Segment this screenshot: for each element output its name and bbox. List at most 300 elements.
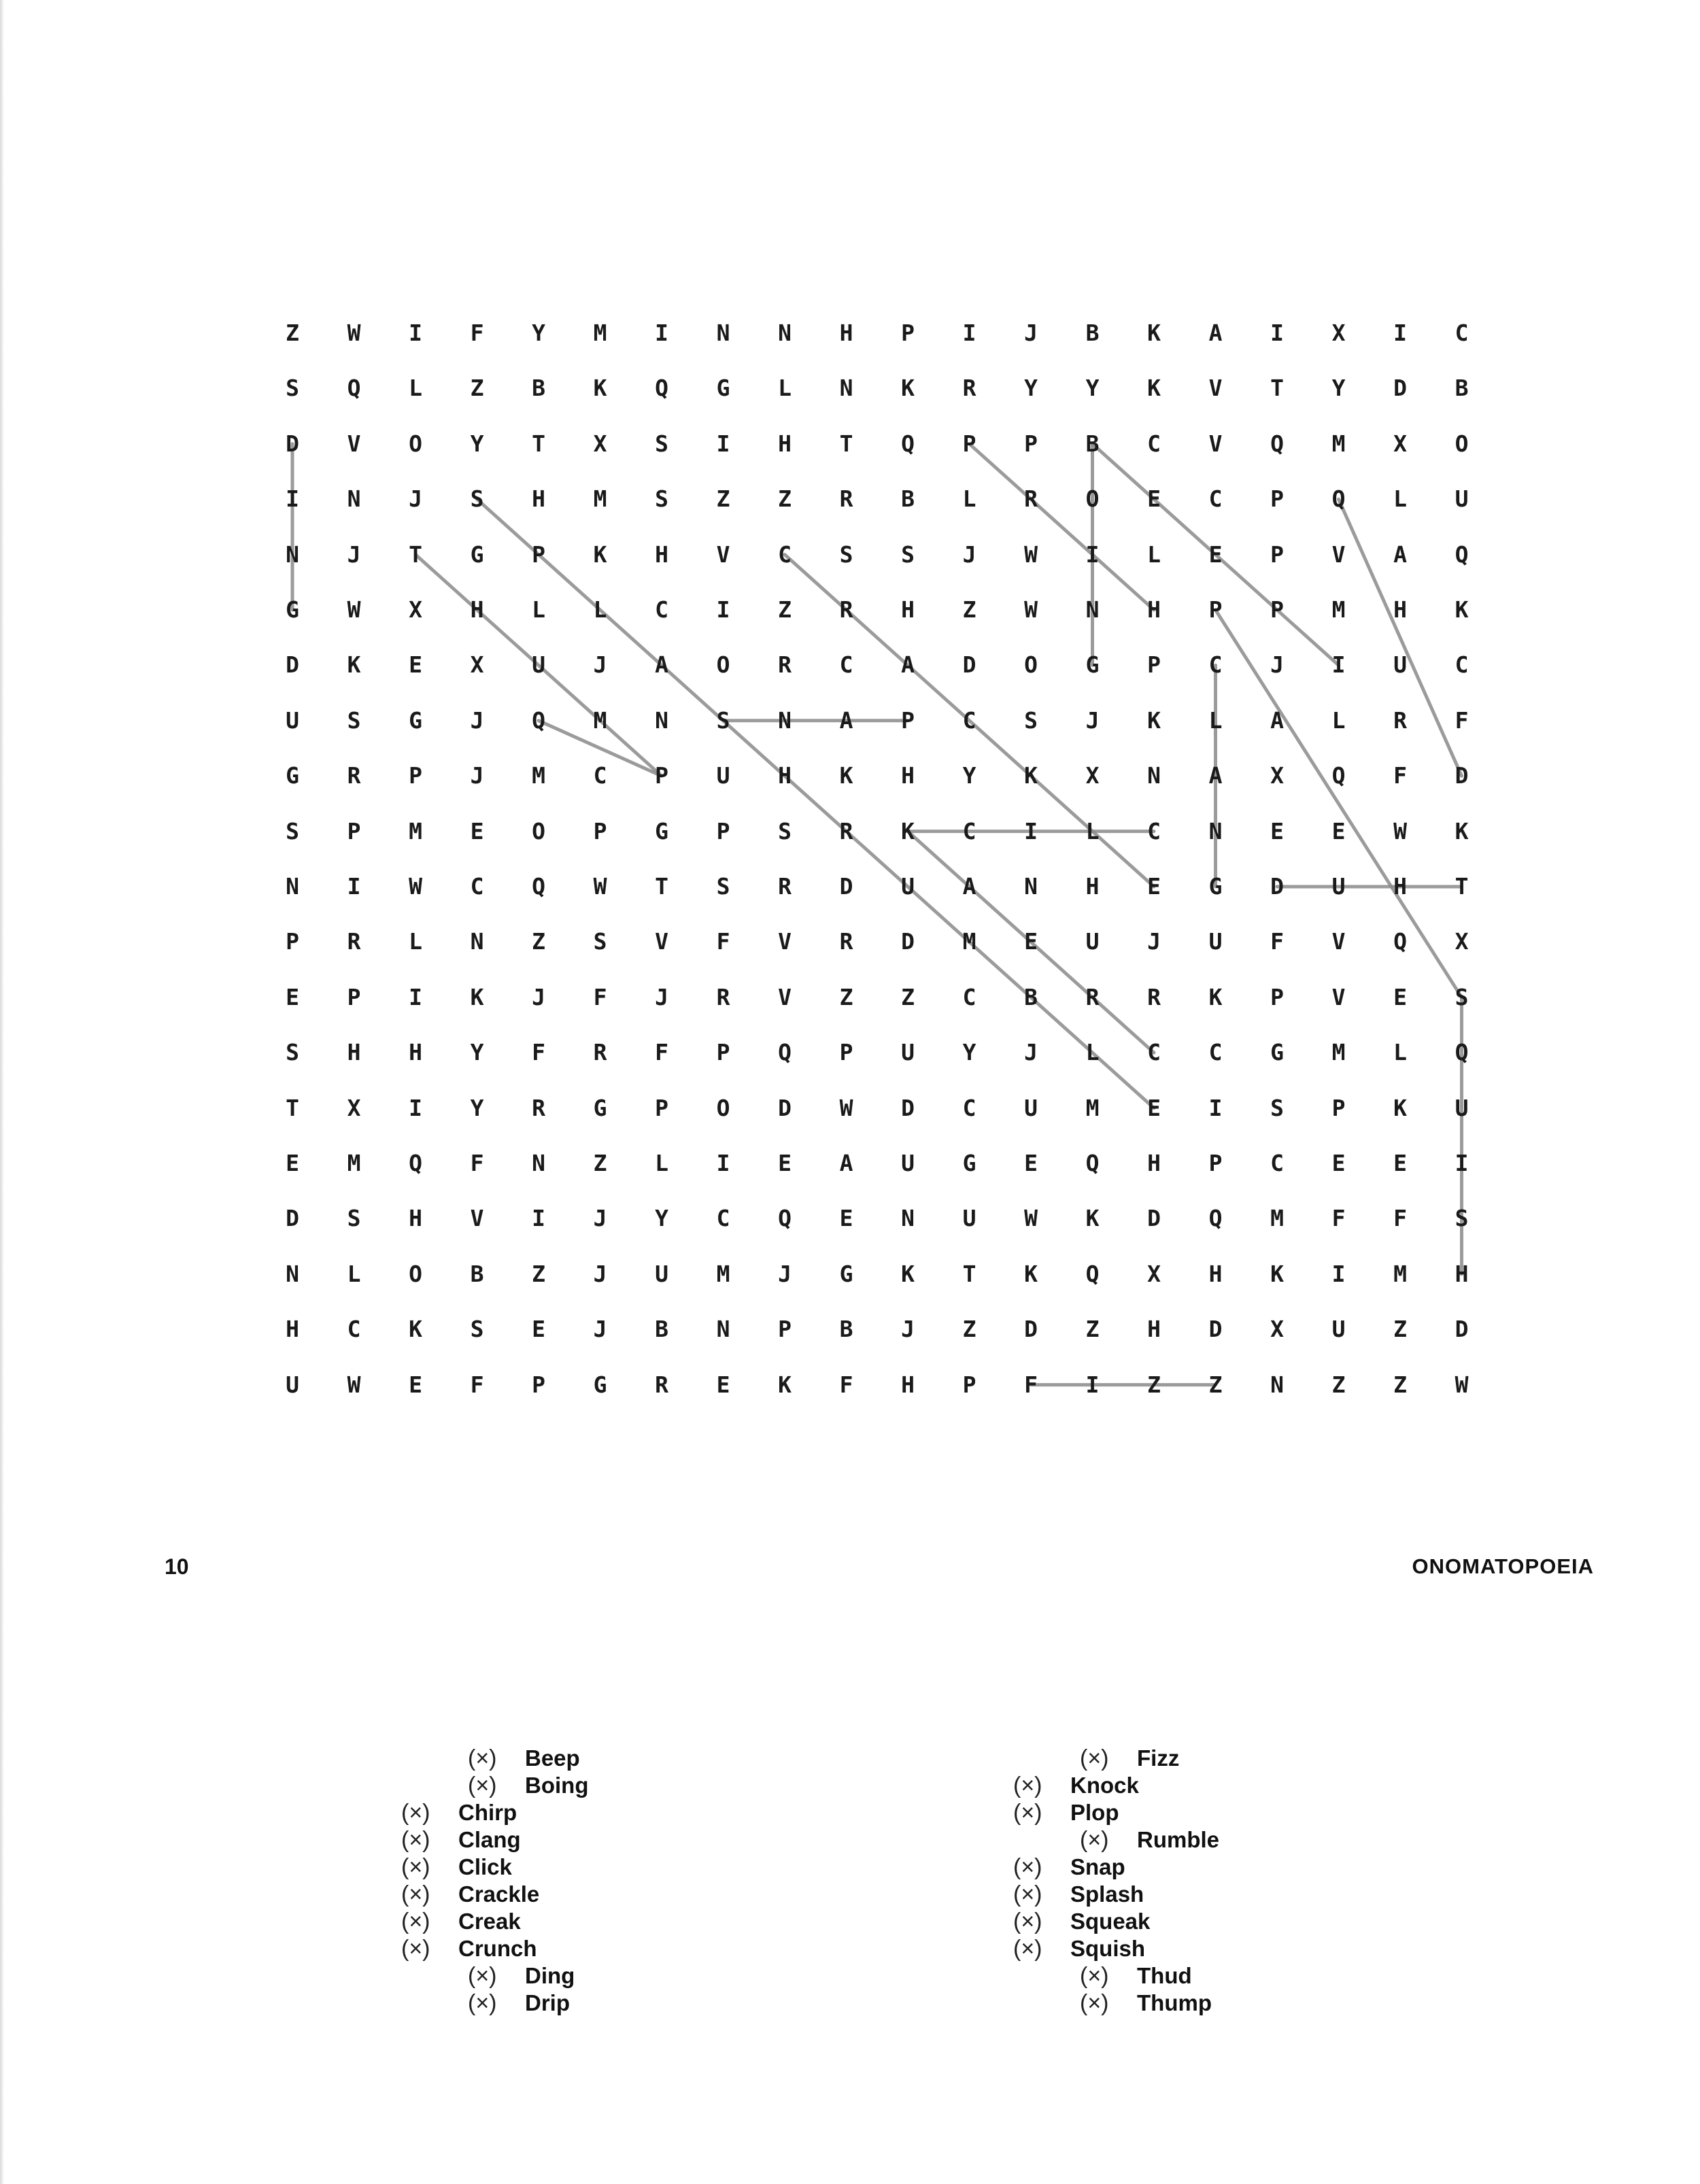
grid-letter: K — [1147, 706, 1161, 734]
checked-mark-icon: (×) — [468, 1773, 497, 1798]
grid-letter: M — [1393, 1260, 1407, 1287]
grid-letter: F — [716, 928, 730, 955]
grid-letter: A — [962, 873, 976, 900]
grid-letter: D — [286, 1205, 299, 1232]
grid-letter: X — [1331, 320, 1346, 346]
grid-letter: I — [286, 485, 299, 513]
grid-letter: C — [1147, 1039, 1161, 1066]
grid-letter: K — [347, 651, 361, 679]
grid-letter: H — [1455, 1260, 1469, 1287]
checked-mark-icon: (×) — [1013, 1800, 1042, 1826]
grid-letter: A — [901, 651, 915, 679]
grid-letter: Z — [839, 983, 853, 1010]
word-list-item-click — [401, 1854, 588, 1881]
checked-mark-icon: (×) — [468, 1745, 497, 1771]
grid-letter: H — [1147, 596, 1161, 623]
grid-letter: P — [1270, 541, 1284, 568]
grid-letter: K — [1085, 1205, 1100, 1232]
grid-letter: F — [470, 1150, 484, 1176]
grid-letter: H — [839, 320, 853, 346]
grid-letter: X — [409, 596, 422, 623]
grid-letter: I — [409, 320, 422, 346]
grid-letter: N — [839, 375, 853, 402]
grid-letter: C — [962, 1094, 976, 1121]
grid-letter: S — [347, 706, 361, 734]
grid-letter: K — [1024, 1260, 1038, 1287]
grid-letter: B — [839, 1316, 853, 1343]
grid-letter: D — [1455, 1316, 1469, 1343]
grid-letter: Z — [716, 485, 730, 513]
grid-letter: Z — [962, 1316, 976, 1343]
grid-letter: Q — [1455, 1039, 1469, 1066]
grid-letter: D — [1455, 762, 1469, 789]
grid-letter: C — [1208, 651, 1223, 679]
grid-letter: E — [1331, 1150, 1346, 1176]
grid-letter: L — [962, 485, 976, 513]
grid-letter: W — [1024, 596, 1038, 623]
grid-letter: Z — [1393, 1316, 1407, 1343]
grid-letter: Q — [1085, 1260, 1100, 1287]
word-list-item-splash — [1013, 1881, 1219, 1908]
grid-letter: K — [593, 541, 607, 568]
grid-letter: Q — [1393, 928, 1407, 955]
checked-mark-icon: (×) — [401, 1936, 430, 1962]
word-label: Crunch — [458, 1936, 537, 1961]
grid-letter: J — [347, 541, 361, 568]
grid-letter: M — [716, 1260, 730, 1287]
grid-letter: J — [593, 651, 607, 679]
grid-letter: J — [1270, 651, 1284, 679]
grid-letter: L — [409, 375, 422, 402]
grid-letter: I — [1270, 320, 1284, 346]
word-label: Beep — [525, 1745, 580, 1771]
grid-letter: Q — [1208, 1205, 1223, 1232]
grid-letter: Q — [1270, 430, 1284, 457]
grid-letter: B — [470, 1260, 484, 1287]
grid-letter: T — [1455, 873, 1469, 900]
grid-letter: P — [1147, 651, 1161, 679]
grid-letter: P — [778, 1316, 792, 1343]
grid-letter: F — [1331, 1205, 1346, 1232]
word-list-item-beep — [401, 1745, 588, 1772]
page-number: 10 — [165, 1554, 189, 1579]
grid-letter: U — [1455, 1094, 1469, 1121]
grid-letter: E — [1024, 1150, 1038, 1176]
word-label: Knock — [1070, 1773, 1139, 1798]
word-label: Boing — [525, 1773, 589, 1798]
grid-letter: V — [778, 983, 792, 1010]
grid-letter: I — [962, 320, 976, 346]
grid-letter: H — [1147, 1150, 1161, 1176]
grid-letter: H — [286, 1316, 299, 1343]
grid-letter: J — [593, 1205, 607, 1232]
grid-letter: O — [532, 817, 545, 844]
grid-letter: N — [286, 873, 299, 900]
grid-letter: S — [286, 1039, 299, 1066]
grid-letter: K — [593, 375, 607, 402]
grid-letter: W — [347, 1371, 361, 1398]
grid-letter: I — [1085, 1371, 1100, 1398]
grid-letter: S — [347, 1205, 361, 1232]
grid-letter: U — [716, 762, 730, 789]
grid-letter: R — [839, 817, 853, 844]
grid-letter: P — [532, 541, 545, 568]
grid-letter: V — [1331, 983, 1346, 1010]
grid-letter: Z — [901, 983, 915, 1010]
grid-letter: E — [1147, 1094, 1161, 1121]
grid-letter: K — [1270, 1260, 1284, 1287]
grid-letter: C — [1147, 430, 1161, 457]
grid-letter: K — [1455, 596, 1469, 623]
checked-mark-icon: (×) — [1013, 1773, 1042, 1798]
grid-letter: P — [286, 928, 299, 955]
grid-letter: Q — [1331, 762, 1346, 789]
grid-letter: U — [1393, 651, 1407, 679]
grid-letter: V — [1208, 430, 1223, 457]
grid-letter: Q — [532, 706, 545, 734]
grid-letter: L — [655, 1150, 668, 1176]
grid-letter: W — [1024, 541, 1038, 568]
word-label: Ding — [525, 1963, 575, 1988]
grid-letter: C — [1270, 1150, 1284, 1176]
grid-letter: Y — [962, 762, 976, 789]
checked-mark-icon: (×) — [1080, 1990, 1109, 2016]
grid-letter: G — [1085, 651, 1100, 679]
grid-letter: G — [470, 541, 484, 568]
word-list-item-crackle — [401, 1881, 588, 1908]
grid-letter: K — [1208, 983, 1223, 1010]
grid-letter: P — [901, 706, 915, 734]
grid-letter: C — [962, 817, 976, 844]
grid-letter: J — [593, 1260, 607, 1287]
grid-letter: P — [1208, 1150, 1223, 1176]
grid-letter: C — [778, 541, 792, 568]
grid-letter: E — [470, 817, 484, 844]
word-label: Splash — [1070, 1881, 1144, 1907]
grid-letter: F — [1270, 928, 1284, 955]
grid-letter: U — [1331, 1316, 1346, 1343]
grid-letter: L — [593, 596, 607, 623]
grid-letter: E — [1024, 928, 1038, 955]
word-list-item-crunch — [401, 1935, 588, 1962]
grid-letter: Z — [778, 596, 792, 623]
word-list-item-ding — [401, 1962, 588, 1990]
grid-letter: H — [778, 430, 792, 457]
grid-letter: Z — [470, 375, 484, 402]
grid-letter: O — [716, 651, 730, 679]
grid-letter: W — [1024, 1205, 1038, 1232]
grid-letter: S — [901, 541, 915, 568]
word-label: Drip — [525, 1990, 570, 2015]
grid-letter: H — [778, 762, 792, 789]
grid-letter: J — [470, 762, 484, 789]
grid-letter: O — [1024, 651, 1038, 679]
grid-letter: B — [1455, 375, 1469, 402]
grid-letter: S — [286, 817, 299, 844]
checked-mark-icon: (×) — [401, 1800, 430, 1826]
grid-letter: E — [839, 1205, 853, 1232]
checked-mark-icon: (×) — [1080, 1827, 1109, 1853]
grid-letter: H — [409, 1205, 422, 1232]
grid-letter: J — [1147, 928, 1161, 955]
grid-letter: N — [1085, 596, 1100, 623]
grid-letter: Y — [655, 1205, 668, 1232]
grid-letter: S — [839, 541, 853, 568]
grid-letter: E — [286, 983, 299, 1010]
grid-letter: Q — [901, 430, 915, 457]
grid-letter: S — [655, 485, 668, 513]
grid-letter: F — [839, 1371, 853, 1398]
grid-letter: J — [470, 706, 484, 734]
grid-letter: B — [1024, 983, 1038, 1010]
grid-letter: F — [1024, 1371, 1038, 1398]
grid-letter: Z — [532, 928, 545, 955]
word-list-item-drip — [401, 1990, 588, 2017]
grid-letter: I — [655, 320, 668, 346]
grid-letter: F — [1393, 1205, 1407, 1232]
grid-letter: J — [778, 1260, 792, 1287]
grid-letter: S — [1455, 1205, 1469, 1232]
grid-letter: J — [655, 983, 668, 1010]
grid-letter: F — [470, 320, 484, 346]
grid-letter: L — [778, 375, 792, 402]
word-label: Creak — [458, 1909, 521, 1934]
grid-letter: T — [1270, 375, 1284, 402]
grid-letter: C — [1147, 817, 1161, 844]
checked-mark-icon: (×) — [1080, 1745, 1109, 1771]
grid-letter: N — [532, 1150, 545, 1176]
grid-letter: W — [839, 1094, 853, 1121]
grid-letter: K — [1455, 817, 1469, 844]
grid-letter: D — [1393, 375, 1407, 402]
grid-letter: I — [1393, 320, 1407, 346]
grid-letter: U — [901, 873, 915, 900]
grid-letter: J — [962, 541, 976, 568]
word-list-left-column — [401, 1745, 588, 2017]
grid-letter: I — [716, 596, 730, 623]
grid-letter: M — [347, 1150, 361, 1176]
grid-letter: Y — [1024, 375, 1038, 402]
grid-letter: A — [1208, 762, 1223, 789]
grid-letter: R — [347, 762, 361, 789]
grid-letter: G — [593, 1371, 607, 1398]
grid-letter: I — [409, 1094, 422, 1121]
grid-letter: G — [286, 762, 299, 789]
grid-letter: P — [593, 817, 607, 844]
grid-letter: K — [1147, 320, 1161, 346]
grid-letter: X — [1085, 762, 1100, 789]
grid-letter: Z — [532, 1260, 545, 1287]
word-label: Thump — [1137, 1990, 1212, 2015]
grid-letter: E — [286, 1150, 299, 1176]
grid-letter: H — [655, 541, 668, 568]
grid-letter: X — [347, 1094, 361, 1121]
grid-letter: K — [1393, 1094, 1407, 1121]
grid-letter: Z — [962, 596, 976, 623]
grid-letter: D — [778, 1094, 792, 1121]
grid-letter: Z — [1208, 1371, 1223, 1398]
grid-letter: M — [593, 320, 607, 346]
grid-letter: D — [839, 873, 853, 900]
grid-letter: S — [655, 430, 668, 457]
grid-letter: S — [470, 485, 484, 513]
grid-letter: K — [901, 375, 915, 402]
grid-letter: X — [1393, 430, 1407, 457]
grid-letter: N — [1147, 762, 1161, 789]
grid-letter: I — [1024, 817, 1038, 844]
grid-letter: D — [1208, 1316, 1223, 1343]
grid-letter: C — [1208, 485, 1223, 513]
grid-letter: L — [409, 928, 422, 955]
grid-letter: G — [409, 706, 422, 734]
grid-letter: P — [716, 817, 730, 844]
grid-letter: A — [1208, 320, 1223, 346]
grid-letter: L — [1393, 485, 1407, 513]
word-list-item-thump — [1013, 1990, 1219, 2017]
grid-letter: O — [1085, 485, 1100, 513]
grid-letter: C — [655, 596, 668, 623]
checked-mark-icon: (×) — [468, 1963, 497, 1989]
grid-letter: K — [839, 762, 853, 789]
grid-letter: I — [1085, 541, 1100, 568]
grid-letter: G — [839, 1260, 853, 1287]
grid-letter: Y — [1331, 375, 1346, 402]
grid-letter: H — [1393, 596, 1407, 623]
grid-letter: F — [532, 1039, 545, 1066]
grid-letter: R — [839, 485, 853, 513]
grid-letter: A — [655, 651, 668, 679]
checked-mark-icon: (×) — [401, 1827, 430, 1853]
found-word-strike-lines — [265, 306, 1489, 1394]
grid-letter: I — [1331, 1260, 1346, 1287]
grid-letter: R — [347, 928, 361, 955]
grid-letter: W — [1455, 1371, 1469, 1398]
grid-letter: G — [655, 817, 668, 844]
grid-letter: N — [778, 706, 792, 734]
word-list-item-chirp — [401, 1799, 588, 1826]
grid-letter: C — [839, 651, 853, 679]
word-list-item-squeak — [1013, 1908, 1219, 1935]
grid-letter: E — [1147, 873, 1161, 900]
grid-letter: A — [839, 1150, 853, 1176]
word-label: Squeak — [1070, 1909, 1151, 1934]
grid-letter: V — [655, 928, 668, 955]
grid-letter: K — [1024, 762, 1038, 789]
word-label: Clang — [458, 1827, 521, 1852]
grid-letter: H — [901, 1371, 915, 1398]
word-list-right-column — [1013, 1745, 1219, 2017]
grid-letter: J — [1024, 320, 1038, 346]
grid-letter: G — [286, 596, 299, 623]
grid-letter: B — [655, 1316, 668, 1343]
grid-letter: Y — [470, 1039, 484, 1066]
word-search-grid — [265, 306, 1489, 1398]
grid-letter: B — [532, 375, 545, 402]
grid-letter: X — [1270, 1316, 1284, 1343]
grid-letter: Q — [655, 375, 668, 402]
grid-letter: U — [655, 1260, 668, 1287]
grid-letter: L — [347, 1260, 361, 1287]
grid-letter: P — [901, 320, 915, 346]
grid-letter: Z — [593, 1150, 607, 1176]
grid-letter: X — [1270, 762, 1284, 789]
grid-letter: L — [1085, 817, 1100, 844]
word-list-item-clang — [401, 1826, 588, 1854]
grid-letter: R — [778, 873, 792, 900]
word-label: Chirp — [458, 1800, 517, 1825]
grid-letter: Y — [470, 430, 484, 457]
grid-letter: H — [347, 1039, 361, 1066]
grid-letter: R — [839, 928, 853, 955]
grid-letter: C — [1455, 320, 1469, 346]
grid-letter: A — [1270, 706, 1284, 734]
grid-letter: K — [470, 983, 484, 1010]
grid-letter: A — [839, 706, 853, 734]
grid-letter: I — [1208, 1094, 1223, 1121]
checked-mark-icon: (×) — [468, 1990, 497, 2016]
grid-letter: K — [901, 1260, 915, 1287]
grid-letter: Q — [409, 1150, 422, 1176]
grid-letter: U — [286, 1371, 299, 1398]
page-edge-shadow — [0, 0, 4, 2184]
grid-letter: U — [532, 651, 545, 679]
grid-letter: I — [1455, 1150, 1469, 1176]
grid-letter: I — [716, 1150, 730, 1176]
grid-letter: V — [716, 541, 730, 568]
page-title: ONOMATOPOEIA — [1412, 1554, 1594, 1578]
grid-letter: X — [593, 430, 607, 457]
grid-letter: K — [409, 1316, 422, 1343]
checked-mark-icon: (×) — [401, 1881, 430, 1907]
grid-letter: E — [1331, 817, 1346, 844]
grid-letter: X — [1455, 928, 1469, 955]
grid-letter: T — [532, 430, 545, 457]
grid-letter: E — [409, 651, 422, 679]
grid-letter: K — [901, 817, 915, 844]
grid-letter: O — [409, 430, 422, 457]
grid-letter: N — [901, 1205, 915, 1232]
grid-letter: M — [1331, 596, 1346, 623]
grid-letter: C — [962, 983, 976, 1010]
grid-letter: D — [286, 651, 299, 679]
grid-letter: P — [655, 762, 668, 789]
grid-letter: N — [716, 1316, 730, 1343]
word-label: Fizz — [1137, 1745, 1180, 1771]
grid-letter: P — [839, 1039, 853, 1066]
grid-letter: Z — [1331, 1371, 1346, 1398]
grid-letter: D — [901, 1094, 915, 1121]
grid-letter: P — [1024, 430, 1038, 457]
grid-letter: T — [655, 873, 668, 900]
grid-letter: E — [1393, 1150, 1407, 1176]
grid-letter: P — [1331, 1094, 1346, 1121]
checked-mark-icon: (×) — [1013, 1936, 1042, 1962]
grid-letter: I — [532, 1205, 545, 1232]
grid-letter: W — [593, 873, 607, 900]
checked-mark-icon: (×) — [1013, 1854, 1042, 1880]
grid-letter: Q — [347, 375, 361, 402]
grid-letter: N — [778, 320, 792, 346]
grid-letter: S — [1455, 983, 1469, 1010]
word-label: Plop — [1070, 1800, 1119, 1825]
grid-letter: S — [470, 1316, 484, 1343]
grid-letter: R — [1024, 485, 1038, 513]
grid-letter: P — [347, 817, 361, 844]
checked-mark-icon: (×) — [1013, 1881, 1042, 1907]
grid-letter: Z — [778, 485, 792, 513]
grid-letter: Z — [1147, 1371, 1161, 1398]
grid-letter: H — [409, 1039, 422, 1066]
